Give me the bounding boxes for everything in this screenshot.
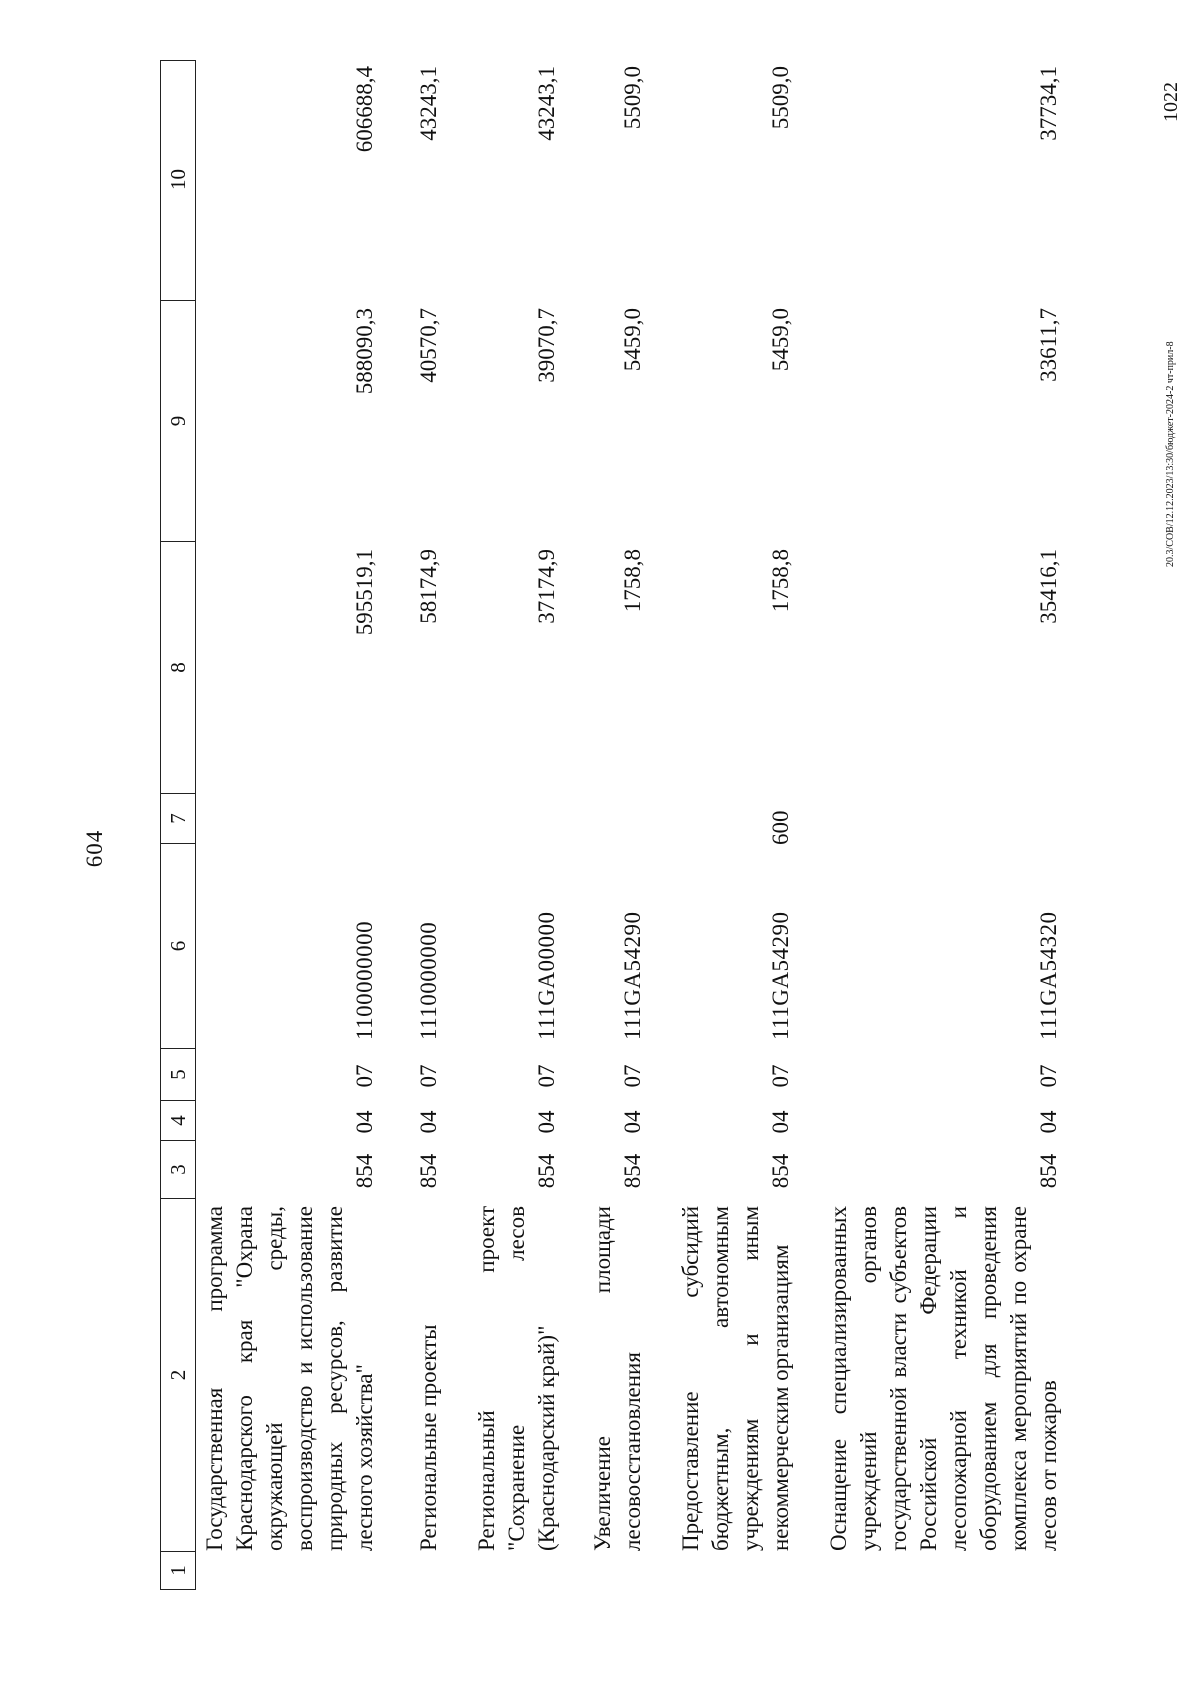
cell-ved: 854	[352, 1153, 377, 1189]
cell-pr: 07	[352, 1064, 377, 1088]
table-row	[472, 60, 562, 1590]
cell-amount-9: 5459,0	[768, 308, 793, 372]
cell-rz: 04	[352, 1110, 377, 1134]
cell-amount-8: 1758,8	[620, 549, 645, 613]
header-col-5: 5	[161, 1049, 195, 1101]
cell-pr: 07	[768, 1064, 793, 1088]
cell-amount-10: 606688,4	[352, 66, 377, 153]
cell-amount-9: 5459,0	[620, 308, 645, 372]
table-row	[200, 60, 380, 1590]
header-col-3: 3	[161, 1141, 195, 1199]
cell-amount-8: 595519,1	[352, 549, 377, 636]
cell-amount-9: 40570,7	[416, 308, 441, 383]
cell-csr: 1110000000	[416, 921, 441, 1040]
cell-name: Увеличение площади лесовосстановления	[590, 1206, 645, 1551]
cell-amount-8: 58174,9	[416, 549, 441, 624]
cell-rz: 04	[534, 1110, 559, 1134]
cell-csr: 111GA54320	[1036, 911, 1061, 1040]
cell-name: Региональный проект "Сохранение лесов (Краснодарский край)"	[474, 1206, 559, 1551]
budget-table	[160, 60, 1064, 1590]
header-col-9: 9	[161, 301, 195, 542]
cell-amount-10: 5509,0	[768, 66, 793, 130]
table-row	[588, 60, 648, 1590]
cell-ved: 854	[416, 1153, 441, 1189]
table-row	[414, 60, 444, 1590]
page-number: 604	[82, 829, 107, 868]
cell-rz: 04	[620, 1110, 645, 1134]
header-col-2: 2	[161, 1199, 195, 1552]
cell-amount-8: 37174,9	[534, 549, 559, 624]
header-col-4: 4	[161, 1101, 195, 1141]
cell-csr: 111GA00000	[534, 911, 559, 1040]
cell-amount-8: 1758,8	[768, 549, 793, 613]
cell-amount-9: 33611,7	[1036, 308, 1061, 382]
cell-name: Региональные проекты	[416, 1324, 441, 1551]
header-col-6: 6	[161, 844, 195, 1049]
header-col-8: 8	[161, 542, 195, 794]
table-header-row	[160, 60, 196, 1590]
cell-csr: 111GA54290	[768, 911, 793, 1040]
cell-name: Предоставление субсидий бюджетным, автономным учреждениям и иным некоммерческим организациям	[678, 1206, 793, 1551]
cell-amount-8: 35416,1	[1036, 549, 1061, 624]
cell-pr: 07	[416, 1064, 441, 1088]
cell-rz: 04	[1036, 1110, 1061, 1134]
cell-amount-10: 43243,1	[416, 66, 441, 141]
cell-pr: 07	[1036, 1064, 1061, 1088]
header-col-1: 1	[165, 1565, 190, 1576]
sheet-number: 1022	[1160, 82, 1182, 122]
cell-amount-10: 43243,1	[534, 66, 559, 141]
cell-csr: 111GA54290	[620, 911, 645, 1040]
cell-ved: 854	[1036, 1153, 1061, 1189]
cell-ved: 854	[620, 1153, 645, 1189]
document-filename-footer: 20.3/СОВ/12.12.2023/13:30/бюджет-2024-2 чт-прил-8	[1165, 341, 1176, 567]
cell-csr: 1100000000	[352, 920, 377, 1040]
cell-name: Оснащение специализированных учреждений органов государственной власти субъектов Российской Федерации лесопожарной техникой и оборудованием для проведения комплекса мероприятий по охране лесов от пожаров	[826, 1206, 1061, 1551]
cell-pr: 07	[534, 1064, 559, 1088]
table-row	[676, 60, 796, 1590]
header-col-7: 7	[161, 794, 195, 844]
cell-pr: 07	[620, 1064, 645, 1088]
cell-name: Государственная программа Краснодарского края "Охрана окружающей среды, воспроизводство и использование природных ресурсов, развитие лесного хозяйства"	[202, 1206, 377, 1551]
cell-ved: 854	[534, 1153, 559, 1189]
table-row	[824, 60, 1064, 1590]
cell-rz: 04	[768, 1110, 793, 1134]
cell-amount-9: 588090,3	[352, 308, 377, 395]
cell-ved: 854	[768, 1153, 793, 1189]
cell-amount-10: 5509,0	[620, 66, 645, 130]
cell-vr: 600	[768, 810, 793, 845]
header-col-10: 10	[161, 59, 195, 301]
cell-amount-10: 37734,1	[1036, 66, 1061, 141]
cell-rz: 04	[416, 1110, 441, 1134]
cell-amount-9: 39070,7	[534, 308, 559, 383]
